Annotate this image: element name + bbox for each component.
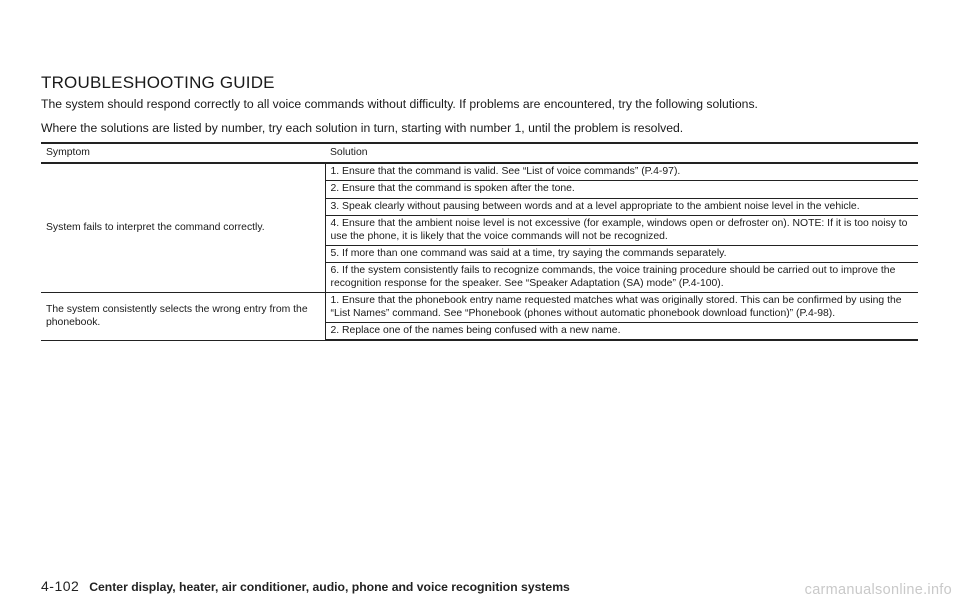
table-header-row [41,143,918,163]
troubleshooting-table [41,142,918,341]
page-footer [41,578,570,594]
section-title: Center display, heater, air conditioner, audio, phone and voice recognition systems [89,580,570,594]
solution-cell: 2. Ensure that the command is spoken after the tone. [325,181,918,198]
solution-cell: 6. If the system consistently fails to recognize commands, the voice training procedure should be carried out to improve the recognition response for the speaker. See “Speaker Adaptation (SA) mode” (P.4-100). [325,263,918,293]
solution-header: Solution [325,143,918,163]
table-row [41,163,918,181]
solution-cell: 1. Ensure that the command is valid. See “List of voice commands” (P.4-97). [325,163,918,181]
solution-cell: 5. If more than one command was said at a time, try saying the commands separately. [325,246,918,263]
solution-cell: 4. Ensure that the ambient noise level is not excessive (for example, windows open or defroster on). NOTE: If it is too noisy to use the phone, it is likely that the voice commands will not be recognized. [325,216,918,246]
table-row [41,293,918,323]
symptom-cell: The system consistently selects the wrong entry from the phonebook. [41,293,325,341]
page-number: 4-102 [41,578,80,594]
intro-paragraph: The system should respond correctly to all voice commands without difficulty. If problems are encountered, try the following solutions. [41,97,758,111]
symptom-cell: System fails to interpret the command correctly. [41,163,325,293]
intro-paragraph-2: Where the solutions are listed by number, try each solution in turn, starting with number 1, until the problem is resolved. [41,121,684,135]
solution-cell: 3. Speak clearly without pausing between words and at a level appropriate to the ambient noise level in the vehicle. [325,198,918,215]
page-title: TROUBLESHOOTING GUIDE [41,73,275,92]
symptom-header: Symptom [41,143,325,163]
solution-cell: 2. Replace one of the names being confused with a new name. [325,323,918,341]
solution-cell: 1. Ensure that the phonebook entry name requested matches what was originally stored. This can be confirmed by using the “List Names” command. See “Phonebook (phones without automatic phonebook download function)” (P.4-98). [325,293,918,323]
watermark: carmanualsonline.info [804,582,952,598]
